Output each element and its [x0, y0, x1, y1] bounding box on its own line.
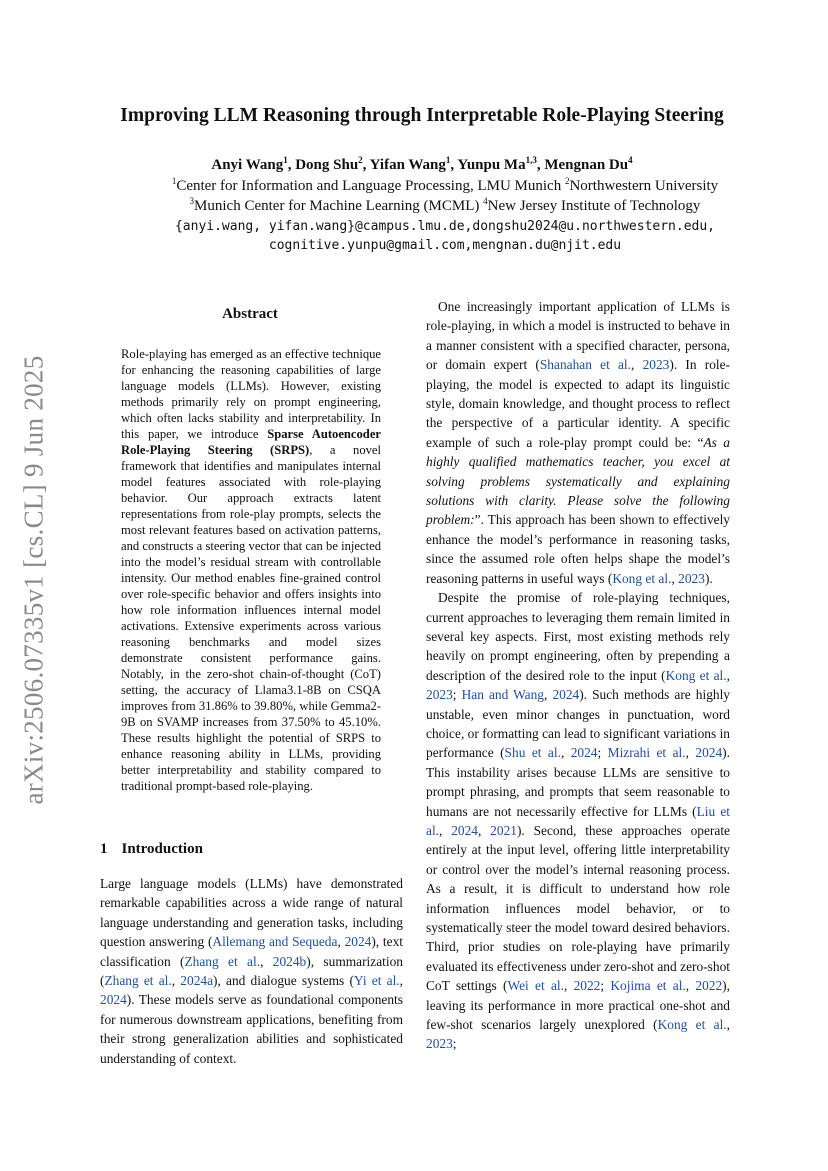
- paragraph-text: ,: [477, 822, 491, 838]
- citation-link[interactable]: 2023: [426, 1036, 453, 1052]
- paragraph-text: ,: [726, 667, 730, 683]
- paragraph-text: One increasingly important application of LLMs is role-playing, in which a model is instructed to behave in a manner consistent with a specified character, persona, or domain expert (: [426, 299, 730, 373]
- paragraph-text: ;: [452, 687, 462, 703]
- section-number: 1: [100, 841, 108, 857]
- citation-link[interactable]: 2022: [695, 978, 723, 994]
- paragraph-text: ).: [704, 570, 713, 586]
- section-heading-introduction: [100, 841, 203, 858]
- paragraph-text: ). These models serve as foundational components for numerous downstream applications, benefiting from their strong generalization abilities and sophisticated understanding of context.: [100, 992, 403, 1066]
- paragraph-text: ,: [337, 934, 345, 950]
- abstract-text: Role-playing has emerged as an effective technique for enhancing the reasoning capabilities of large language models (LLMs). However, existing methods primarily rely on prompt engineering, which often lacks stability and interpretability. In this paper, we introduce: [121, 347, 381, 441]
- citation-link[interactable]: Kong et al.: [665, 667, 727, 683]
- author-emails-line-2: cognitive.yunpu@gmail.com,mengnan.du@njit.edu: [268, 238, 622, 253]
- paragraph-text: ). Second, these approaches operate entirely at the input level, offering little interpretability or control over the model’s internal reasoning process. As a result, it is difficult to understand how role information influences model behavior, or to systematically steer the model toward desired behaviors. Third, prior studies on role-playing have primarily evaluated its effectiveness under zero-shot and zero-shot CoT settings (: [426, 822, 730, 994]
- intro-paragraph-3: [426, 588, 730, 1054]
- paragraph-text: ). In role-playing, the model is expected to adapt its linguistic style, domain knowledge, and thought process to reflect the perspective of a particular identity. A specific example of such a role-play prompt could be: “: [426, 357, 731, 450]
- paragraph-text: ,: [544, 687, 553, 703]
- abstract-body: [121, 346, 381, 794]
- affiliation-mark: 3: [189, 196, 195, 206]
- citation-link[interactable]: Liu et al.: [426, 803, 731, 838]
- citation-link[interactable]: 2023: [678, 570, 705, 586]
- abstract-heading: Abstract: [222, 306, 278, 322]
- citation-link[interactable]: 2024: [451, 822, 478, 838]
- paragraph-text: ”. This approach has been shown to effectively enhance the model’s performance in reasoning tasks, since the assumed role often helps shape the model’s reasoning patterns in useful ways (: [426, 512, 730, 586]
- right-column: [426, 297, 730, 1054]
- affiliation-mark: 4: [483, 196, 488, 206]
- affiliation-mark: 2: [564, 176, 570, 186]
- citation-link[interactable]: 2023: [642, 357, 670, 373]
- author-name: Mengnan Du: [544, 157, 629, 173]
- citation-link[interactable]: 2024: [695, 745, 723, 761]
- paragraph-text: Despite the promise of role-playing techniques, current approaches to leveraging them remain limited in several key aspects. First, most existing methods rely heavily on prompt engineering, often by prepending a description of the desired role to the input (: [426, 590, 730, 683]
- citation-link[interactable]: Kojima et al.: [610, 978, 686, 994]
- citation-link[interactable]: Allemang and Sequeda: [212, 934, 338, 950]
- citation-link[interactable]: 2024: [344, 934, 372, 950]
- citation-link[interactable]: 2022: [573, 978, 601, 994]
- abstract-text: , a novel framework that identifies and manipulates internal model features associated with role-playing behavior. Our approach extracts latent representations from role-play prompts, selects the most relevant features based on activation patterns, and constructs a steering vector that can be injected into the model’s residual stream with controllable intensity. Our method enables fine-grained control over role-specific behavior and offers insights into how role information influences internal model activations. Extensive experiments across various reasoning benchmarks and model sizes demonstrate consistent performance gains. Notably, in the zero-shot chain-of-thought (CoT) setting, the accuracy of Llama3.1-8B on CSQA improves from 31.86% to 39.80%, while Gemma2-9B on SVAMP increases from 37.50% to 45.10%. These results highlight the potential of SRPS to enhance reasoning ability in LLMs, providing better interpretability and stability compared to traditional prompt-based role-playing.: [121, 443, 381, 793]
- paragraph-text: ,: [563, 978, 574, 994]
- arxiv-identifier-stamp: [14, 340, 54, 820]
- paragraph-text: ,: [671, 570, 679, 586]
- citation-link[interactable]: Zhang et al.: [184, 953, 261, 969]
- citation-link[interactable]: Kong et al.: [612, 570, 672, 586]
- author-name: Yunpu Ma: [457, 157, 526, 173]
- citation-link[interactable]: 2024a: [180, 973, 214, 989]
- paragraph-text: ), leaving its performance in more practical one-shot and few-shot scenarios largely unexplored (: [426, 978, 730, 1033]
- affiliation-northwestern: Northwestern University: [569, 178, 719, 194]
- paragraph-text: ,: [726, 1017, 730, 1033]
- author-affiliation-mark: 4: [628, 155, 633, 165]
- paragraph-text: ), text classification (: [100, 934, 403, 969]
- section-title: Introduction: [121, 841, 203, 857]
- paragraph-text: ), and dialogue systems (: [213, 973, 354, 989]
- citation-link[interactable]: 2024b: [272, 953, 307, 969]
- affiliation-mcml: Munich Center for Machine Learning (MCML): [194, 198, 480, 214]
- intro-paragraph-1: [100, 874, 403, 1068]
- intro-paragraph-2: [426, 297, 730, 588]
- role-play-prompt-example: As a highly qualified mathematics teacher, you excel at solving problems systematically and explaining solutions with clarity. Please solve the following problem:: [426, 434, 730, 528]
- paragraph-text: Large language models (LLMs) have demonstrated remarkable capabilities across a wide range of natural language understanding and generation tasks, including question answering (: [100, 876, 403, 950]
- citation-link[interactable]: Kong et al.: [657, 1017, 727, 1033]
- citation-link[interactable]: Yi et al.: [353, 973, 400, 989]
- author-name: Dong Shu: [295, 157, 359, 173]
- author-affiliation-mark: 2: [358, 155, 363, 165]
- paragraph-text: ,: [685, 978, 696, 994]
- citation-link[interactable]: 2023: [426, 687, 453, 703]
- affiliation-mark: 1: [171, 176, 177, 186]
- paragraph-text: ,: [685, 745, 696, 761]
- author-affiliation-mark: 1: [445, 155, 451, 165]
- paragraph-text: ), summarization (: [100, 953, 403, 989]
- paragraph-text: ,: [631, 357, 643, 373]
- paragraph-text: ). This instability arises because LLMs are sensitive to prompt phrasing, and prompts that seem reasonable to humans are not necessarily effective for LLMs (: [426, 745, 730, 819]
- citation-link[interactable]: 2021: [490, 822, 517, 838]
- paragraph-text: ,: [171, 973, 181, 989]
- paragraph-text: ,: [560, 745, 571, 761]
- affiliation-line: [60, 178, 828, 195]
- citation-link[interactable]: Han and Wang: [461, 687, 545, 703]
- paragraph-text: ,: [439, 822, 452, 838]
- paragraph-text: ,: [260, 953, 273, 969]
- paragraph-text: ;: [452, 1036, 457, 1052]
- author-affiliation-mark: 1,3: [525, 155, 537, 165]
- paragraph-text: ;: [600, 978, 611, 994]
- affiliation-lmu: Center for Information and Language Processing, LMU Munich: [176, 178, 562, 194]
- author-name: Anyi Wang: [211, 157, 284, 173]
- citation-link[interactable]: 2024: [570, 745, 598, 761]
- affiliation-njit: New Jersey Institute of Technology: [487, 198, 701, 214]
- paragraph-text: ,: [399, 973, 403, 989]
- citation-link[interactable]: Shu et al.: [504, 745, 561, 761]
- citation-link[interactable]: Mizrahi et al.: [607, 745, 686, 761]
- citation-link[interactable]: Shanahan et al.: [539, 357, 632, 373]
- citation-link[interactable]: 2024: [552, 687, 580, 703]
- author-name: Yifan Wang: [369, 157, 446, 173]
- citation-link[interactable]: 2024: [100, 992, 127, 1008]
- paper-title: Improving LLM Reasoning through Interpretable Role-Playing Steering: [120, 105, 724, 126]
- paragraph-text: ;: [597, 745, 608, 761]
- citation-link[interactable]: Zhang et al.: [104, 973, 172, 989]
- paragraph-text: ). Such methods are highly unstable, even minor changes in punctuation, word choice, or formatting can lead to significant variations in performance (: [426, 687, 731, 761]
- author-emails-line-1: {anyi.wang, yifan.wang}@campus.lmu.de,dongshu2024@u.northwestern.edu,: [174, 219, 716, 234]
- affiliation-line: [60, 198, 828, 215]
- abstract-method-name: Sparse Autoencoder Role-Playing Steering (SRPS): [121, 427, 381, 457]
- author-list: Anyi Wang$^1$, Dong Shu$^2$, Yifan Wang$^1$, Yunpu Ma$^{1,3}$, Mengnan Du$^4$: [211, 155, 633, 173]
- citation-link[interactable]: Wei et al.: [507, 978, 564, 994]
- author-affiliation-mark: 1: [283, 155, 288, 165]
- arxiv-stamp-text: arXiv:2506.07335v1 [cs.CL] 9 Jun 2025: [18, 355, 49, 805]
